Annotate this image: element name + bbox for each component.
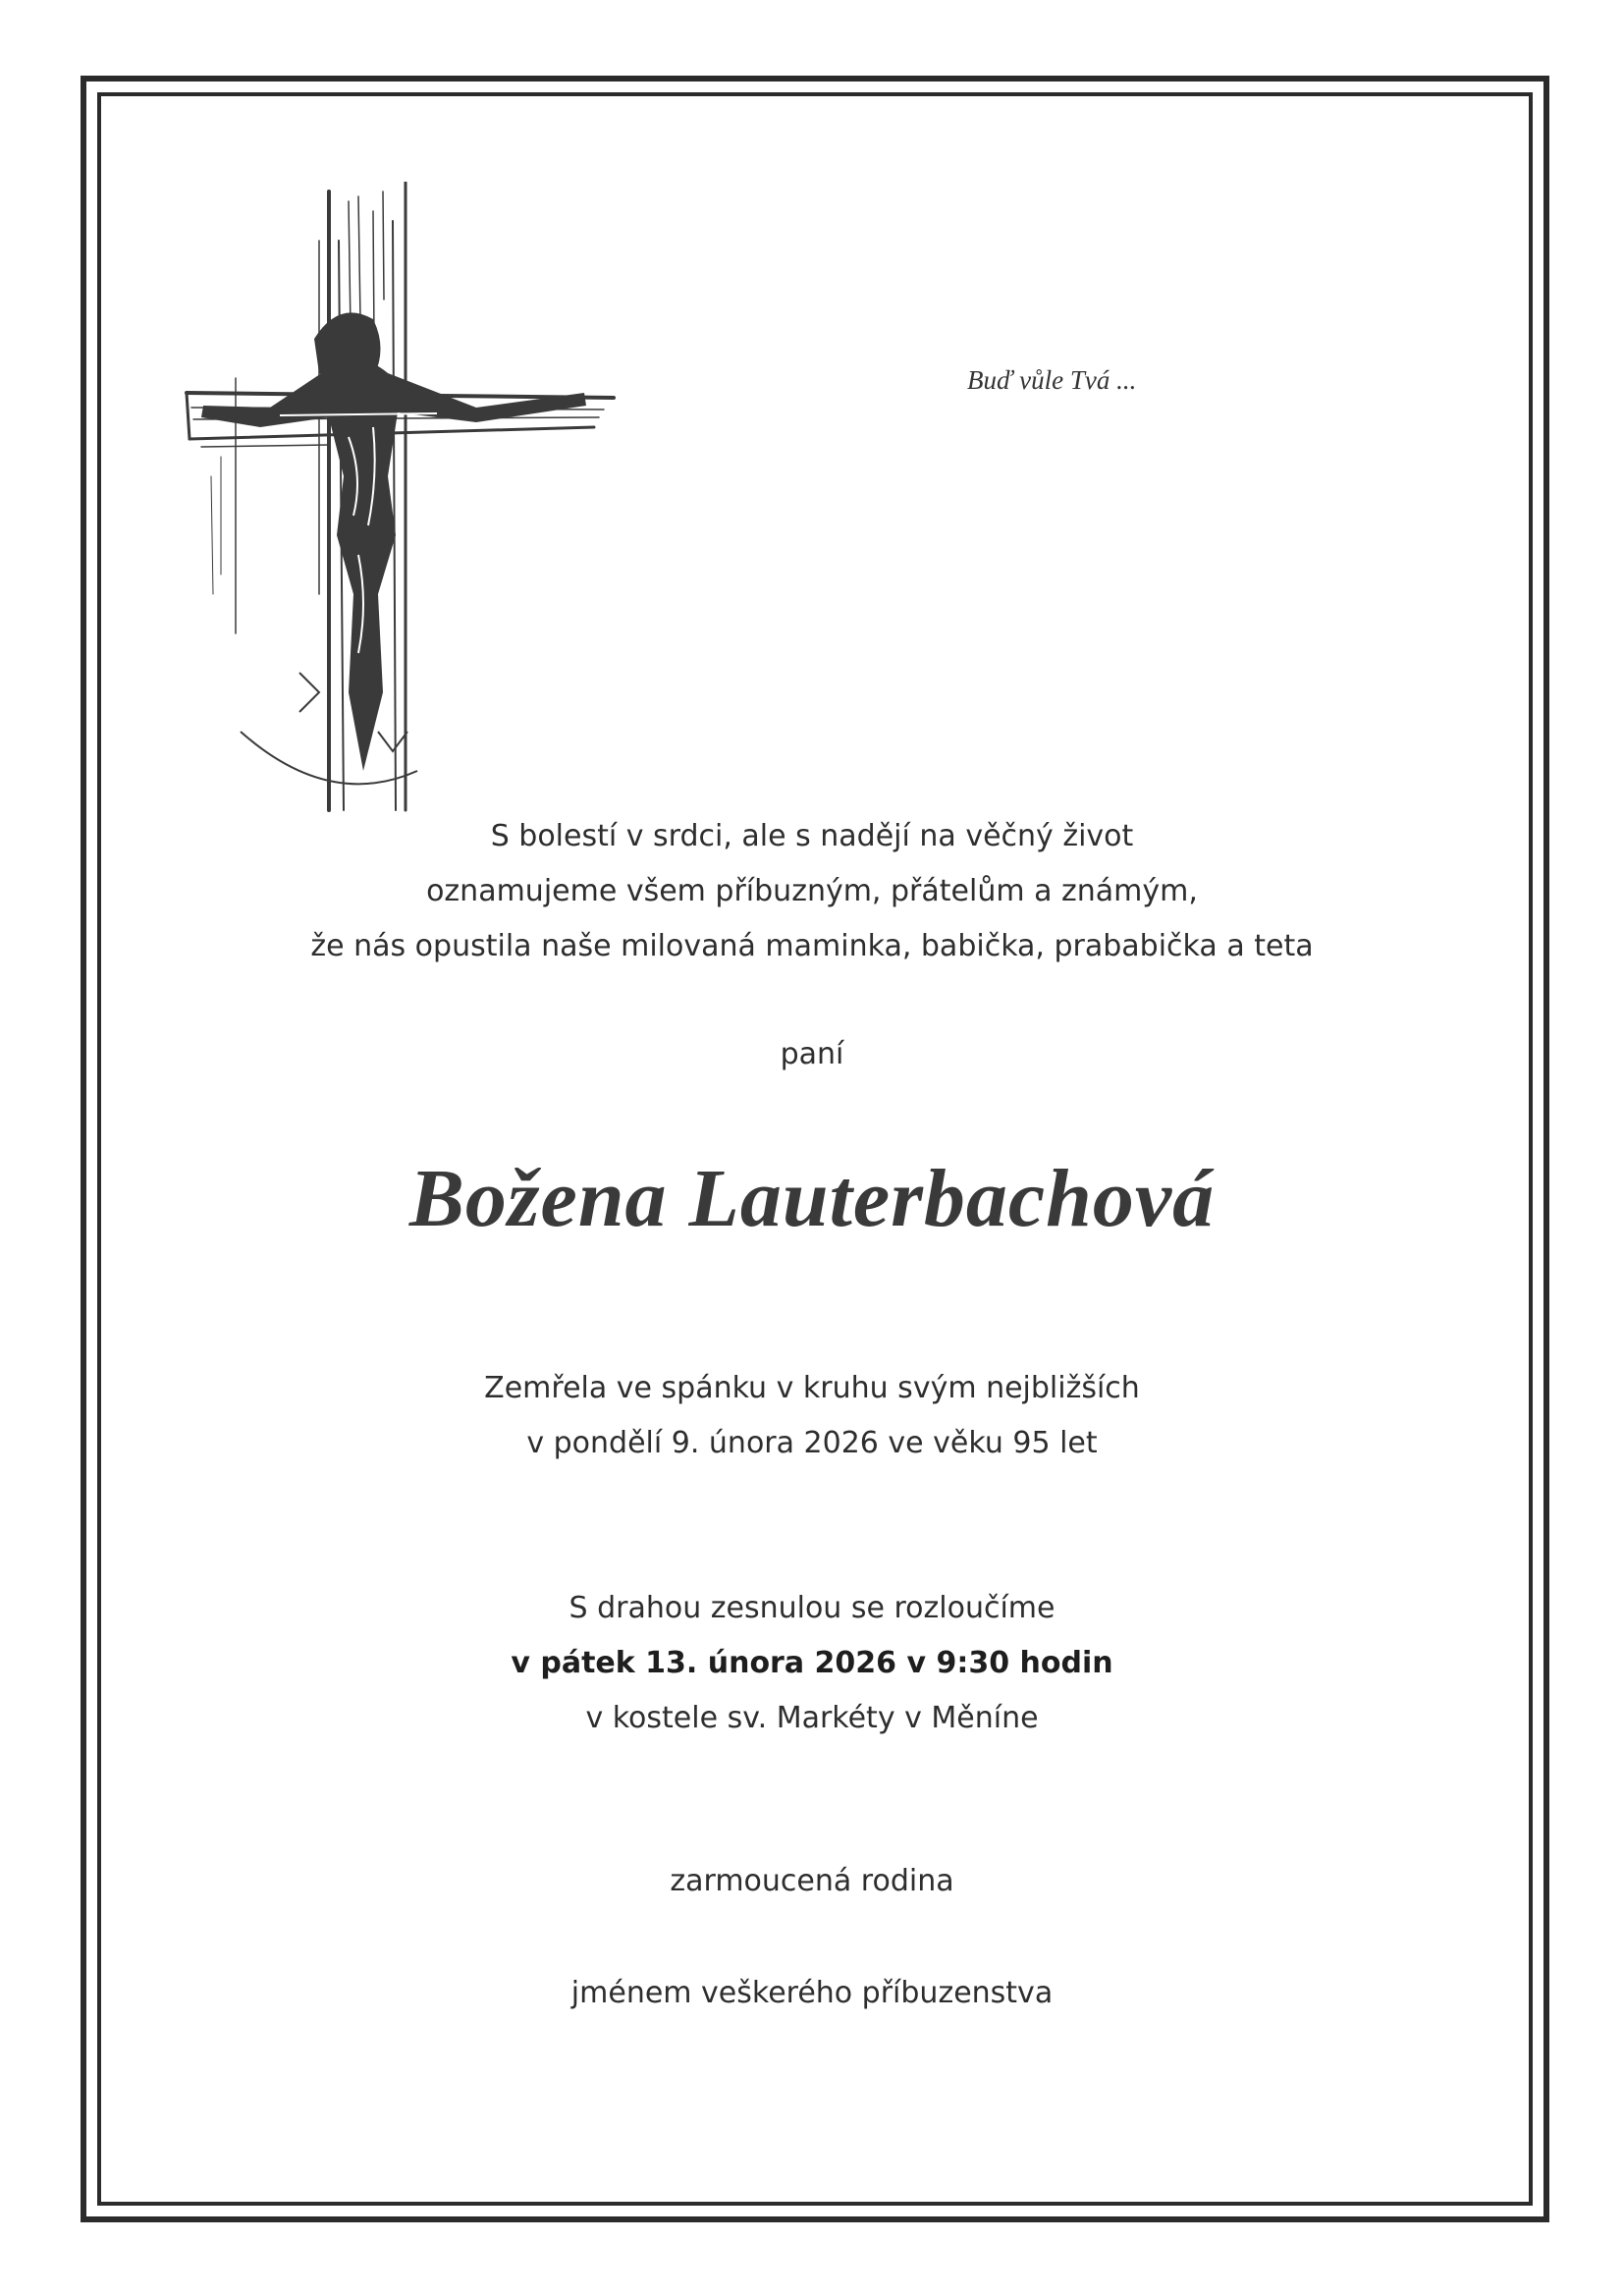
death-line-1: Zemřela ve spánku v kruhu svým nejbližších: [484, 1371, 1140, 1405]
signature-family: zarmoucená rodina: [670, 1864, 954, 1898]
farewell-location: v kostele sv. Markéty v Měníne: [585, 1701, 1039, 1735]
deceased-name: Božena Lauterbachová: [408, 1153, 1216, 1244]
death-line-2: v pondělí 9. února 2026 ve věku 95 let: [526, 1426, 1098, 1460]
announcement-line-1: S bolestí v srdci, ale s nadějí na věčný život: [490, 819, 1134, 853]
signature-relatives: jménem veškerého příbuzenstva: [570, 1976, 1054, 2010]
announcement-line-2: oznamujeme všem příbuzným, přátelům a známým,: [426, 874, 1198, 908]
announcement-line-3: že nás opustila naše milovaná maminka, babička, prababička a teta: [310, 929, 1314, 963]
farewell-date-time: v pátek 13. února 2026 v 9:30 hodin: [511, 1646, 1113, 1680]
farewell-line-1: S drahou zesnulou se rozloučíme: [568, 1591, 1056, 1625]
crucifix-icon: [182, 182, 623, 820]
motto: Buď vůle Tvá ...: [967, 365, 1137, 395]
salutation: paní: [780, 1037, 844, 1071]
